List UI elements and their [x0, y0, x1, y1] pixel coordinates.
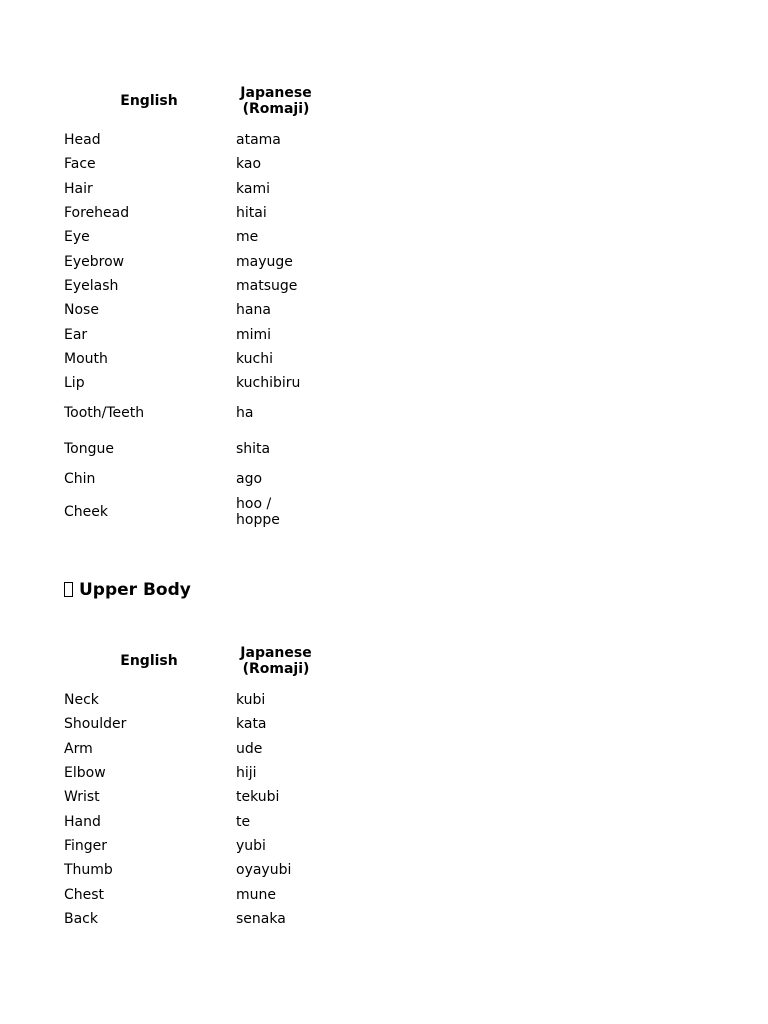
english-term: Shoulder [64, 716, 127, 733]
english-term: Tooth/Teeth [64, 405, 145, 422]
japanese-column-header: Japanese (Romaji) [240, 645, 312, 677]
table-row [64, 688, 344, 712]
japanese-term: mimi [236, 326, 272, 343]
japanese-term: kuchi [236, 350, 274, 367]
table-row [64, 761, 344, 785]
japanese-term: kami [236, 180, 270, 197]
english-term: Hand [64, 813, 101, 830]
table-row [64, 431, 344, 467]
table-header [64, 638, 344, 688]
english-term: Chest [64, 886, 105, 903]
table-body [64, 688, 344, 931]
table-row [64, 785, 344, 809]
table-row [64, 177, 344, 201]
table-row [64, 225, 344, 249]
japanese-term: kubi [236, 692, 266, 709]
table-row [64, 371, 344, 395]
table-row [64, 298, 344, 322]
japanese-term: kao [236, 156, 262, 173]
english-term: Head [64, 132, 101, 149]
english-term: Ear [64, 326, 88, 343]
japanese-column-header: Japanese (Romaji) [240, 85, 312, 117]
japanese-term: ude [236, 740, 263, 757]
table-row [64, 249, 344, 273]
japanese-term: ago [236, 471, 263, 488]
english-term: Hair [64, 180, 93, 197]
japanese-term: shita [236, 441, 271, 458]
table-row [64, 809, 344, 833]
table-header [64, 78, 344, 128]
japanese-term: hoo / hoppe [236, 495, 280, 528]
english-term: Neck [64, 692, 99, 709]
english-column-header: English [120, 653, 178, 669]
english-term: Nose [64, 302, 99, 319]
table-row [64, 347, 344, 371]
english-term: Chin [64, 471, 96, 488]
english-term: Arm [64, 740, 93, 757]
table-row [64, 492, 344, 532]
head-vocabulary-table [64, 78, 344, 532]
japanese-term: kata [236, 716, 267, 733]
table-row [64, 737, 344, 761]
table-row [64, 152, 344, 176]
japanese-term: matsuge [236, 277, 298, 294]
table-row [64, 907, 344, 931]
english-term: Wrist [64, 789, 100, 806]
english-term: Tongue [64, 441, 114, 458]
table-row [64, 322, 344, 346]
missing-glyph-icon [64, 582, 73, 597]
japanese-term: yubi [236, 837, 266, 854]
japanese-term: atama [236, 132, 281, 149]
japanese-term: kuchibiru [236, 375, 301, 392]
japanese-term: mune [236, 886, 276, 903]
japanese-term: hana [236, 302, 271, 319]
table-row [64, 128, 344, 152]
japanese-term: oyayubi [236, 862, 292, 879]
table-row [64, 395, 344, 431]
japanese-term: me [236, 229, 259, 246]
english-term: Forehead [64, 205, 130, 222]
table-row [64, 882, 344, 906]
english-term: Mouth [64, 350, 108, 367]
table-row [64, 201, 344, 225]
table-row [64, 467, 344, 491]
japanese-term: hitai [236, 205, 267, 222]
english-term: Eyebrow [64, 253, 125, 270]
section-heading-upper-body [64, 578, 191, 602]
section-title: Upper Body [79, 580, 191, 600]
english-term: Back [64, 910, 98, 927]
english-term: Elbow [64, 765, 106, 782]
english-column-header: English [120, 93, 178, 109]
upper-body-vocabulary-table [64, 638, 344, 931]
english-term: Thumb [64, 862, 113, 879]
japanese-term: ha [236, 405, 254, 422]
table-row [64, 834, 344, 858]
english-term: Eyelash [64, 277, 119, 294]
japanese-term: mayuge [236, 253, 293, 270]
japanese-term: hiji [236, 765, 257, 782]
table-body [64, 128, 344, 532]
english-term: Eye [64, 229, 90, 246]
english-term: Finger [64, 837, 108, 854]
japanese-term: senaka [236, 910, 286, 927]
japanese-term: te [236, 813, 251, 830]
table-row [64, 274, 344, 298]
table-row [64, 858, 344, 882]
english-term: Cheek [64, 503, 108, 520]
english-term: Face [64, 156, 96, 173]
japanese-term: tekubi [236, 789, 280, 806]
table-row [64, 712, 344, 736]
english-term: Lip [64, 375, 85, 392]
